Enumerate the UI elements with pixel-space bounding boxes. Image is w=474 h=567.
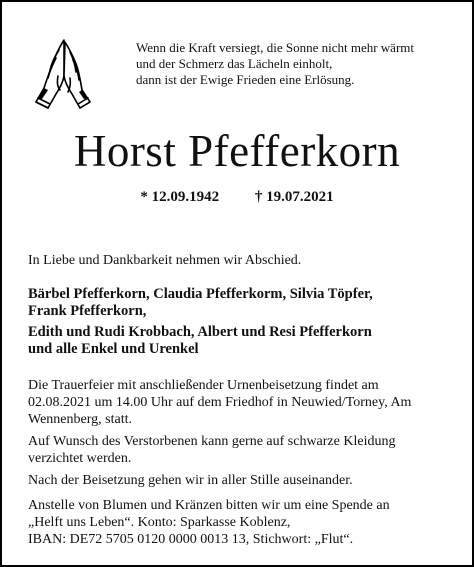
dress-line: verzichtet werden.: [28, 451, 132, 466]
mourners-line: Edith und Rudi Krobbach, Albert und Resi Pfefferkorn: [28, 324, 372, 340]
dress-code-info: [28, 433, 452, 467]
poem-line: und der Schmerz das Lächeln einholt,: [136, 56, 333, 71]
funeral-info: [28, 377, 452, 428]
mourners-group-2: [28, 324, 452, 358]
farewell-text: In Liebe und Dankbarkeit nehmen wir Abschied.: [28, 253, 302, 268]
mourners-line: Frank Pfefferkorn,: [28, 303, 147, 319]
donation-line: Anstelle von Blumen und Kränzen bitten wir um eine Spende an: [28, 498, 390, 513]
poem: [136, 40, 456, 88]
deceased-name: Horst Pfefferkorn: [73, 126, 401, 176]
mourners-line: und alle Enkel und Urenkel: [28, 341, 199, 357]
donation-line: IBAN: DE72 5705 0120 0000 0013 13, Stichwort: „Flut“.: [28, 532, 354, 547]
death-date: † 19.07.2021: [254, 189, 334, 205]
funeral-line: Wennenberg, statt.: [28, 412, 132, 427]
donation-line: „Helft uns Leben“. Konto: Sparkasse Koblenz,: [28, 515, 291, 530]
poem-line: dann ist der Ewige Frieden eine Erlösung.: [136, 72, 355, 87]
funeral-line: 02.08.2021 um 14.00 Uhr auf dem Friedhof in Neuwied/Torney, Am: [28, 395, 412, 410]
burial-info: Nach der Beisetzung gehen wir in aller Stille auseinander.: [28, 473, 353, 488]
mourners-line: Bärbel Pfefferkorn, Claudia Pfefferkorm, Silvia Töpfer,: [28, 286, 373, 302]
funeral-line: Die Trauerfeier mit anschließender Urnenbeisetzung findet am: [28, 378, 379, 393]
life-dates: [2, 189, 472, 206]
birth-date: * 12.09.1942: [140, 189, 220, 205]
donation-info: [28, 497, 452, 548]
mourners-group-1: [28, 286, 452, 320]
dress-line: Auf Wunsch des Verstorbenen kann gerne auf schwarze Kleidung: [28, 434, 396, 449]
praying-hands-icon: [24, 32, 104, 112]
poem-line: Wenn die Kraft versiegt, die Sonne nicht mehr wärmt: [136, 40, 415, 55]
